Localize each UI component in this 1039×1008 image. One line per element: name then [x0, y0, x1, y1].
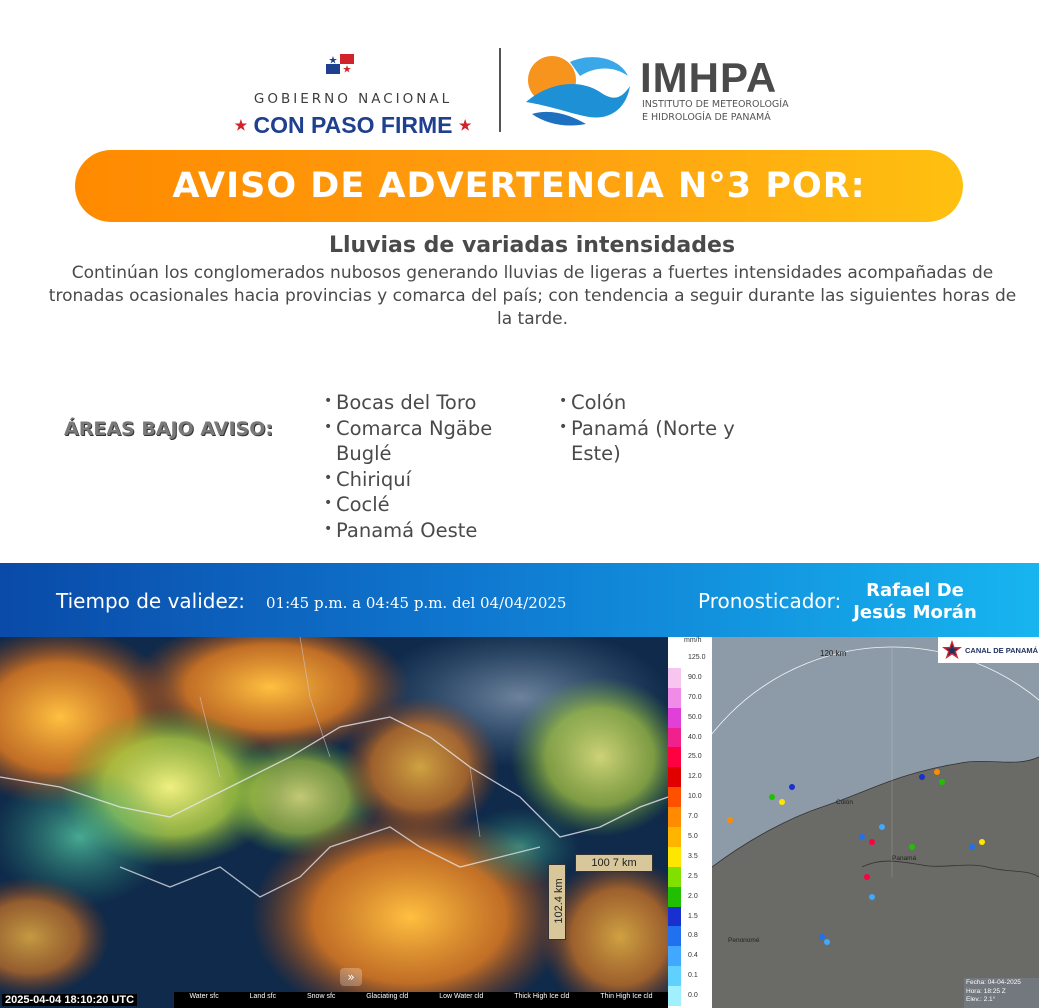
radar-echo — [859, 834, 865, 840]
color-scale-swatch — [668, 728, 681, 748]
radar-echo — [939, 779, 945, 785]
color-scale-label: 40.0 — [688, 733, 702, 741]
radar-echo — [819, 934, 825, 940]
color-scale-swatch — [668, 668, 681, 688]
area-item: • Panamá (Norte y Este) — [559, 416, 774, 467]
legend-item: Snow sfc — [307, 993, 336, 1000]
radar-echo — [769, 794, 775, 800]
radar-echo — [969, 844, 975, 850]
city-label-penonome: Penonomé — [728, 937, 760, 944]
radar-echo — [779, 799, 785, 805]
areas-list-1 — [324, 390, 539, 543]
color-scale-unit: mm/h — [684, 637, 702, 644]
color-scale-swatch — [668, 827, 681, 847]
satellite-image — [0, 637, 668, 1008]
radar-elevation: Elev.: 2.1° — [966, 996, 996, 1003]
area-item: • Panamá Oeste — [324, 518, 539, 544]
scale-vertical — [548, 864, 566, 940]
forecaster-label — [698, 589, 841, 613]
legend-item: Thick High Ice cld — [514, 993, 570, 1000]
separator: : — [238, 589, 246, 613]
rain-color-scale — [668, 637, 712, 1008]
scale-horizontal: 100 7 km — [575, 854, 653, 872]
color-scale-swatch — [668, 986, 681, 1006]
radar-time: Hora: 18:25 Z — [966, 987, 1006, 995]
color-scale-label: 50.0 — [688, 713, 702, 721]
radar-info-box — [964, 978, 1039, 1008]
warning-banner — [75, 150, 963, 222]
area-item: • Chiriquí — [324, 467, 539, 493]
canal-star-icon — [941, 639, 963, 661]
color-scale-swatch — [668, 966, 681, 986]
radar-image — [712, 637, 1039, 1008]
color-scale-label: 0.1 — [688, 972, 698, 980]
radar-date: Fecha: 04-04-2025 — [966, 979, 1021, 986]
radar-echo — [869, 894, 875, 900]
color-scale-label: 3.5 — [688, 852, 698, 860]
area-item: • Bocas del Toro — [324, 390, 539, 416]
radar-echo — [879, 824, 885, 830]
color-scale-label: 2.5 — [688, 872, 698, 880]
color-scale-label: 5.0 — [688, 832, 698, 840]
legend-item: Low Water cld — [439, 993, 484, 1000]
color-scale-bar — [668, 648, 681, 1006]
city-label-panama: Panamá — [892, 855, 917, 862]
gov-line2 — [222, 112, 484, 139]
color-scale-label: 125.0 — [688, 653, 706, 661]
validity-label — [56, 589, 245, 613]
validity-value: 01:45 p.m. a 04:45 p.m. del 04/04/2025 — [266, 594, 567, 612]
radar-echo — [979, 839, 985, 845]
satellite-timestamp: 2025-04-04 18:10:20 UTC — [2, 994, 137, 1006]
gov-line1: GOBIERNO NACIONAL — [253, 91, 453, 107]
radar-map — [712, 637, 1039, 1008]
color-scale-swatch — [668, 807, 681, 827]
imhpa-name: IMHPA — [640, 54, 778, 101]
color-scale-swatch — [668, 946, 681, 966]
color-scale-swatch — [668, 767, 681, 787]
color-scale-label: 1.5 — [688, 912, 698, 920]
color-scale-label: 7.0 — [688, 813, 698, 821]
color-scale-swatch — [668, 907, 681, 927]
color-scale-label: 10.0 — [688, 793, 702, 801]
radar-echo — [824, 939, 830, 945]
validity-bar — [0, 563, 1039, 637]
imhpa-subtitle-1: INSTITUTO DE METEOROLOGÍA — [642, 99, 789, 110]
color-scale-label: 0.0 — [688, 992, 698, 1000]
city-label-colon: Colón — [836, 799, 853, 806]
color-scale-label: 12.0 — [688, 773, 702, 781]
legend-item: Land sfc — [249, 993, 277, 1000]
gov-slogan: CON PASO FIRME — [253, 112, 453, 138]
banner-title: AVISO DE ADVERTENCIA N°3 POR: — [172, 166, 866, 206]
separator: : — [834, 589, 842, 613]
alert-description: Continúan los conglomerados nubosos generando lluvias de ligeras a fuertes intensidades acompañadas de tronadas ocasionales hacia provincias y comarca del país; con tendencia a seguir durante las siguientes horas de la tarde. — [48, 263, 1017, 329]
area-item: • Comarca Ngäbe Buglé — [324, 416, 539, 467]
color-scale-swatch — [668, 708, 681, 728]
header — [0, 44, 1039, 144]
satellite-legend — [174, 992, 668, 1008]
color-scale-label: 0.8 — [688, 932, 698, 940]
header-divider — [499, 48, 501, 132]
chevron-down-icon[interactable]: » — [340, 968, 362, 986]
radar-echo — [789, 784, 795, 790]
radar-echo — [919, 774, 925, 780]
forecaster-label-text: Pronosticador — [698, 589, 835, 613]
star-icon: ★ — [234, 117, 248, 133]
panama-flag-icon — [326, 54, 354, 74]
color-scale-swatch — [668, 747, 681, 767]
legend-item: Thin High Ice cld — [600, 993, 653, 1000]
radar-range-label: 120 km — [820, 649, 847, 658]
radar-echo — [727, 817, 733, 823]
areas-list-2 — [559, 390, 774, 467]
satellite-imagery — [0, 637, 668, 1008]
canal-badge-text: CANAL DE PANAMÁ — [965, 645, 1039, 655]
legend-item: Glaciating cld — [366, 993, 409, 1000]
color-scale-label: 70.0 — [688, 693, 702, 701]
alert-subtitle: Lluvias de variadas intensidades — [328, 233, 736, 258]
area-item: • Colón — [559, 390, 774, 416]
scale-vertical-label: 102.4 km — [553, 878, 565, 924]
canal-de-panama-badge — [938, 637, 1039, 663]
color-scale-label: 2.0 — [688, 892, 698, 900]
color-scale-swatch — [668, 926, 681, 946]
color-scale-label: 0.4 — [688, 952, 698, 960]
radar-echo — [909, 844, 915, 850]
gobierno-nacional-logo — [222, 54, 484, 138]
validity-label-text: Tiempo de validez — [56, 589, 239, 613]
star-icon: ★ — [458, 117, 472, 133]
color-scale-label: 25.0 — [688, 753, 702, 761]
color-scale-swatch — [668, 867, 681, 887]
color-scale-swatch — [668, 887, 681, 907]
radar-echo — [934, 769, 940, 775]
imhpa-wave-logo-icon — [522, 50, 632, 130]
color-scale-swatch — [668, 648, 681, 668]
radar-echo — [864, 874, 870, 880]
color-scale-label: 90.0 — [688, 673, 702, 681]
forecaster-name: Rafael De Jesús Morán — [853, 580, 977, 623]
color-scale-swatch — [668, 787, 681, 807]
areas-label: ÁREAS BAJO AVISO: — [64, 418, 273, 440]
color-scale-swatch — [668, 847, 681, 867]
legend-item: Water sfc — [189, 993, 219, 1000]
color-scale-swatch — [668, 688, 681, 708]
area-item: • Coclé — [324, 492, 539, 518]
radar-echo — [869, 839, 875, 845]
imhpa-subtitle-2: E HIDROLOGÍA DE PANAMÁ — [642, 112, 771, 123]
